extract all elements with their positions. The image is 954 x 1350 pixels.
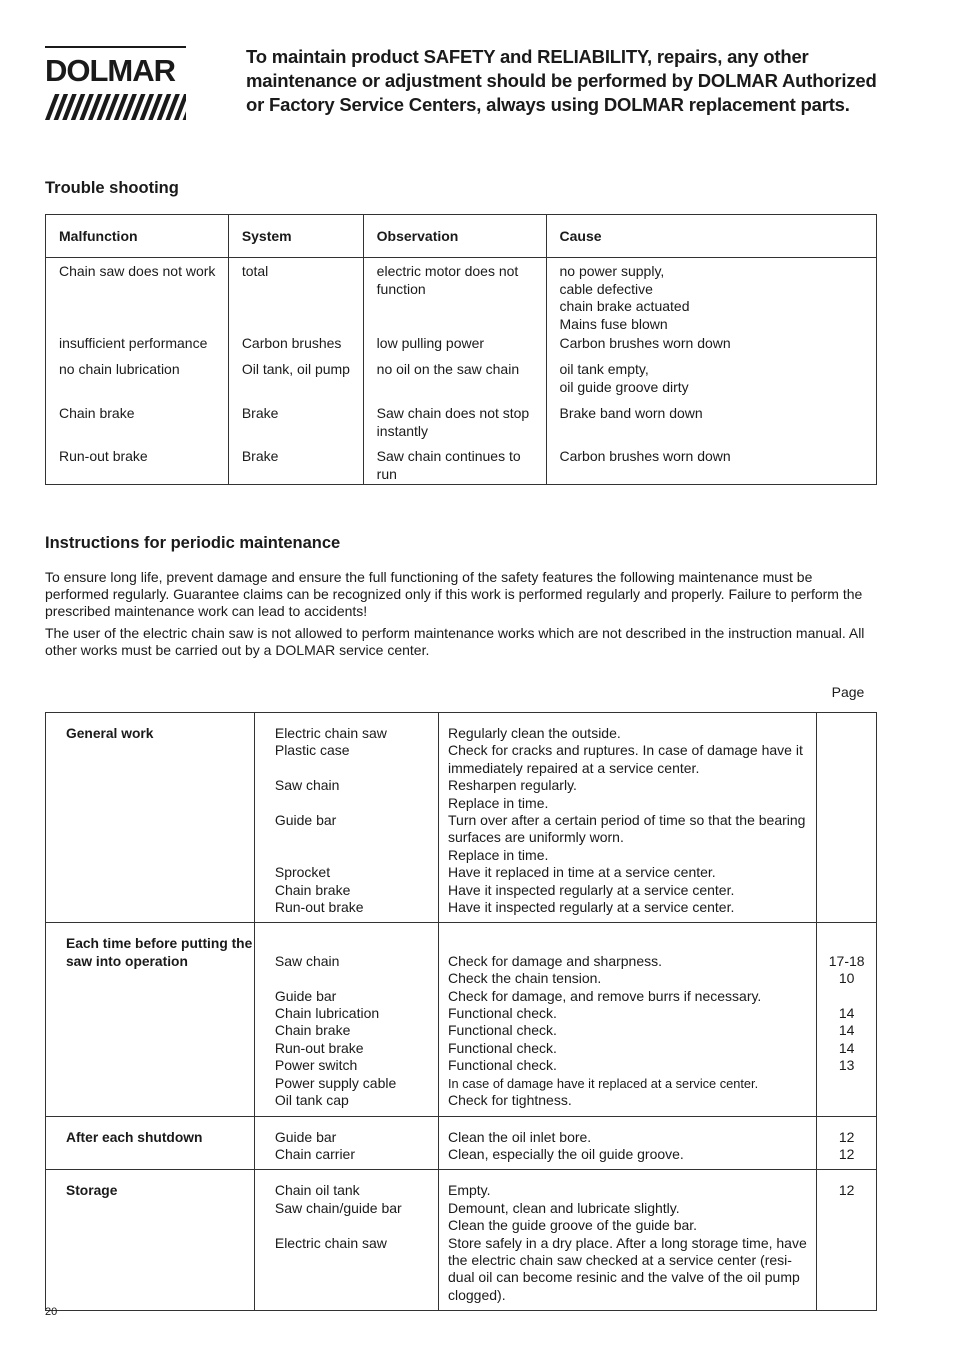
part-line: Electric chain saw xyxy=(274,725,387,741)
malfunction-cell: Chain saw does not work xyxy=(46,258,229,334)
maintenance-row xyxy=(46,1170,877,1311)
maintenance-heading: Instructions for periodic maintenance xyxy=(45,534,341,552)
page-column-label: Page xyxy=(831,684,865,700)
action-line: Check for cracks and ruptures. In case of damage have it xyxy=(448,742,803,759)
part-line: Saw chain/guide bar xyxy=(274,1199,402,1216)
logo-stripes-graphic xyxy=(45,94,186,120)
maintenance-section-title: Each time before putting the saw into operation xyxy=(46,923,255,1116)
action-cell xyxy=(439,1170,817,1311)
part-line xyxy=(275,847,437,864)
action-line: Replace in time. xyxy=(448,846,549,863)
system-cell: Oil tank, oil pump xyxy=(228,361,363,403)
page-ref-line: 10 xyxy=(838,970,855,987)
part-line: Oil tank cap xyxy=(274,1092,349,1109)
page-ref-line: 12 xyxy=(838,1182,855,1199)
action-line: In case of damage have it replaced at a service center. xyxy=(448,1075,759,1091)
page-ref-line xyxy=(818,1092,875,1109)
part-cell xyxy=(254,1116,438,1170)
part-line xyxy=(275,795,437,812)
malfunction-cell: no chain lubrication xyxy=(46,361,229,403)
page-ref-line: 12 xyxy=(838,1145,855,1162)
action-line: the electric chain saw checked at a service center (resi- xyxy=(448,1251,792,1268)
part-line: Chain carrier xyxy=(274,1145,355,1162)
maintenance-row xyxy=(46,923,877,1116)
part-line: Saw chain xyxy=(274,777,340,794)
cause-cell xyxy=(546,403,877,447)
part-line xyxy=(275,760,437,777)
part-line: Guide bar xyxy=(274,1128,337,1145)
page-ref-cell xyxy=(817,923,877,1116)
part-line: Chain brake xyxy=(274,1022,351,1039)
action-cell xyxy=(439,923,817,1116)
troubleshooting-table xyxy=(45,214,877,485)
system-cell: total xyxy=(228,258,363,334)
action-line: Functional check. xyxy=(448,1057,557,1074)
action-line: Functional check. xyxy=(448,1039,557,1056)
page-ref-cell xyxy=(817,1116,877,1170)
action-line: Regularly clean the outside. xyxy=(448,725,621,741)
part-line xyxy=(275,1217,437,1234)
part-line: Power switch xyxy=(274,1057,358,1074)
action-line: Clean the guide groove of the guide bar. xyxy=(448,1217,698,1234)
column-header: Malfunction xyxy=(46,215,229,258)
cause-line: Mains fuse blown xyxy=(559,315,668,332)
service-notice: To maintain product SAFETY and RELIABILITY, repairs, any other maintenance or adjustment should be performed by DOLMAR Authorized or Factory Service Centers, always using DOLMAR replacement parts. xyxy=(246,46,877,115)
action-line: Have it inspected regularly at a service center. xyxy=(448,899,735,916)
part-line: Run-out brake xyxy=(274,1039,364,1056)
part-line xyxy=(275,829,437,846)
part-cell xyxy=(254,923,438,1116)
part-line: Guide bar xyxy=(274,987,337,1004)
cause-line: oil tank empty, xyxy=(559,361,649,377)
column-header: Cause xyxy=(546,215,877,258)
action-line: Clean the oil inlet bore. xyxy=(448,1128,592,1145)
part-line: Guide bar xyxy=(274,812,337,828)
page-ref-line: 17-18 xyxy=(828,952,865,969)
maintenance-section-title: General work xyxy=(46,713,255,923)
observation-cell: electric motor does not function xyxy=(363,258,546,334)
maintenance-section-title: Storage xyxy=(46,1170,255,1311)
malfunction-cell: insufficient performance xyxy=(46,333,229,361)
troubleshooting-row xyxy=(46,403,877,447)
page-ref-cell xyxy=(817,1170,877,1311)
cause-cell xyxy=(546,447,877,485)
column-header: System xyxy=(228,215,363,258)
action-line: Empty. xyxy=(448,1182,491,1199)
page-ref-line xyxy=(818,988,875,1005)
action-line: Turn over after a certain period of time so that the bearing xyxy=(448,812,806,829)
page-ref-line xyxy=(818,935,875,952)
troubleshooting-row xyxy=(46,361,877,403)
action-line: Replace in time. xyxy=(448,794,549,811)
maintenance-intro: To ensure long life, prevent damage and ensure the full functioning of the safety features the following maintenance must be performed regularly. Guarantee claims can be recognized only if this work is performed regularly and properly. Failure to perform the prescribed maintenance work can lead to accidents! xyxy=(45,569,863,619)
cause-cell xyxy=(546,361,877,403)
cause-line: oil guide groove dirty xyxy=(559,378,689,395)
page-ref-line: 14 xyxy=(838,1005,855,1022)
cause-line: no power supply, xyxy=(559,263,665,279)
maintenance-table xyxy=(45,712,877,1311)
page-ref-line: 13 xyxy=(838,1057,855,1074)
part-line: Electric chain saw xyxy=(274,1234,387,1251)
action-line: Resharpen regularly. xyxy=(448,777,577,794)
action-line: Check the chain tension. xyxy=(448,970,602,987)
cause-line: Brake band worn down xyxy=(559,405,703,421)
cause-line: Carbon brushes worn down xyxy=(559,448,731,464)
observation-cell: low pulling power xyxy=(363,333,546,361)
action-line: Clean, especially the oil guide groove. xyxy=(448,1145,684,1162)
action-cell xyxy=(439,713,817,923)
cause-line: cable defective xyxy=(559,280,653,297)
action-line: Check for damage, and remove burrs if necessary. xyxy=(448,987,762,1004)
page-ref-cell xyxy=(817,713,877,923)
maintenance-row xyxy=(46,713,877,923)
troubleshooting-row xyxy=(46,447,877,485)
observation-cell: Saw chain does not stop instantly xyxy=(363,403,546,447)
part-line: Chain oil tank xyxy=(274,1182,360,1199)
dolmar-logo xyxy=(45,46,186,120)
logo-text: DOLMAR xyxy=(45,53,176,88)
cause-cell xyxy=(546,258,877,334)
column-header: Observation xyxy=(363,215,546,258)
part-line xyxy=(275,970,437,987)
malfunction-cell: Chain brake xyxy=(46,403,229,447)
observation-cell: no oil on the saw chain xyxy=(363,361,546,403)
action-line: Have it replaced in time at a service center. xyxy=(448,864,716,881)
part-line: Chain lubrication xyxy=(274,1005,380,1022)
action-cell xyxy=(439,1116,817,1170)
part-line: Sprocket xyxy=(274,864,331,881)
part-line: Run-out brake xyxy=(274,899,364,915)
action-line: Check for damage and sharpness. xyxy=(448,952,663,969)
action-line: dual oil can become resinic and the valve of the oil pump xyxy=(448,1269,800,1286)
page-ref-line xyxy=(818,1075,875,1092)
system-cell: Carbon brushes xyxy=(228,333,363,361)
maintenance-row xyxy=(46,1116,877,1170)
logo-rule xyxy=(45,46,186,48)
cause-cell xyxy=(546,333,877,361)
action-line: Have it inspected regularly at a service center. xyxy=(448,881,735,898)
troubleshooting-row xyxy=(46,258,877,334)
action-line: Demount, clean and lubricate slightly. xyxy=(448,1199,680,1216)
part-line: Power supply cable xyxy=(274,1074,397,1091)
troubleshooting-row xyxy=(46,333,877,361)
maintenance-section-title: After each shutdown xyxy=(46,1116,255,1170)
part-line: Saw chain xyxy=(274,952,340,969)
malfunction-cell: Run-out brake xyxy=(46,447,229,485)
action-line xyxy=(448,935,808,952)
maintenance-restriction-note: The user of the electric chain saw is not allowed to perform maintenance works which are not described in the instruction manual. All other works must be carried out by a DOLMAR service center. xyxy=(45,625,865,658)
page-ref-line: 12 xyxy=(838,1128,855,1145)
cause-line: Carbon brushes worn down xyxy=(559,335,731,351)
cause-line: chain brake actuated xyxy=(559,298,690,314)
page-ref-line: 14 xyxy=(838,1022,855,1039)
action-line: Functional check. xyxy=(448,1022,557,1039)
troubleshooting-heading: Trouble shooting xyxy=(45,179,179,197)
page-number: 20 xyxy=(45,1306,58,1318)
system-cell: Brake xyxy=(228,403,363,447)
part-cell xyxy=(254,713,438,923)
observation-cell: Saw chain continues to run xyxy=(363,447,546,485)
action-line: clogged). xyxy=(448,1286,506,1303)
part-line: Plastic case xyxy=(274,742,350,759)
part-line xyxy=(275,935,437,952)
action-line: surfaces are uniformly worn. xyxy=(448,829,624,846)
part-cell xyxy=(254,1170,438,1311)
action-line: Functional check. xyxy=(448,1005,557,1022)
system-cell: Brake xyxy=(228,447,363,485)
part-line: Chain brake xyxy=(274,881,351,898)
action-line: Store safely in a dry place. After a long storage time, have xyxy=(448,1234,807,1251)
page-ref-line: 14 xyxy=(838,1039,855,1056)
troubleshooting-header-row xyxy=(46,215,877,258)
action-line: immediately repaired at a service center. xyxy=(448,759,700,776)
action-line: Check for tightness. xyxy=(448,1092,572,1109)
